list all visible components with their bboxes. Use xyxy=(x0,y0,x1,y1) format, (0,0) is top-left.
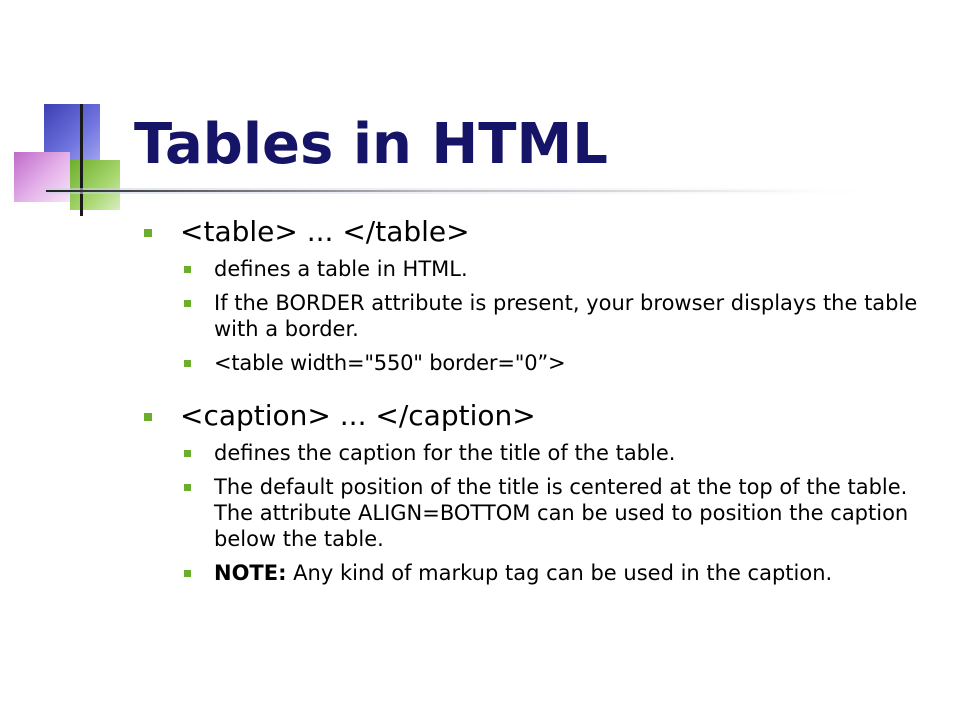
section-heading-text: <table> ... </table> xyxy=(180,215,470,248)
slide-content xyxy=(0,212,960,606)
list-item-text: Any kind of markup tag can be used in the caption. xyxy=(286,561,833,585)
list-item-text: defines the caption for the title of the table. xyxy=(214,441,676,465)
list-item xyxy=(214,560,926,586)
slide-title: Tables in HTML xyxy=(134,112,608,177)
list-item xyxy=(214,350,926,376)
list-item-text: defines a table in HTML. xyxy=(214,257,468,281)
list-item xyxy=(214,290,926,342)
section-heading-text: <caption> ... </caption> xyxy=(180,399,536,432)
decorative-vertical-line xyxy=(80,104,83,216)
note-label: NOTE: xyxy=(214,561,287,585)
list-item xyxy=(214,256,926,282)
bullet-square-icon xyxy=(184,360,191,367)
bullet-square-icon xyxy=(184,570,191,577)
decorative-green-square xyxy=(70,160,120,210)
title-underline xyxy=(46,190,816,192)
section-items-caption xyxy=(0,440,960,586)
list-item-text: The default position of the title is centered at the top of the table. The attribute ALIGN=BOTTOM can be used to position the caption below the table. xyxy=(214,475,909,551)
section-heading-table xyxy=(180,212,920,252)
bullet-square-icon xyxy=(184,450,191,457)
bullet-square-icon xyxy=(184,300,191,307)
decorative-pink-square xyxy=(14,152,70,202)
list-item xyxy=(214,440,926,466)
section-heading-caption xyxy=(180,396,920,436)
bullet-square-icon xyxy=(184,266,191,273)
section-items-table xyxy=(0,256,960,376)
bullet-square-icon xyxy=(184,484,191,491)
bullet-square-icon xyxy=(144,413,152,421)
list-item-text: <table width="550" border="0”> xyxy=(214,351,566,375)
list-item xyxy=(214,474,926,552)
bullet-square-icon xyxy=(144,229,152,237)
list-item-text: If the BORDER attribute is present, your browser displays the table with a border. xyxy=(214,291,918,341)
